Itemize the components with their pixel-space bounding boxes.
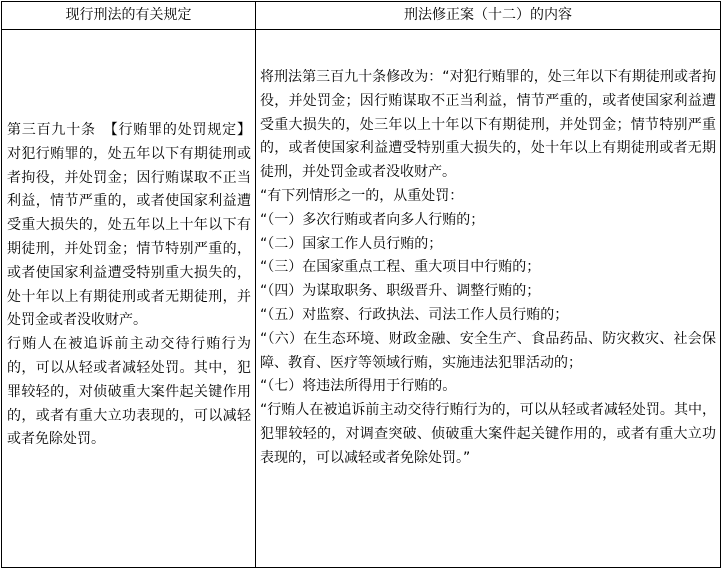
amendment-item: “（三）在国家重点工程、重大项目中行贿的；: [260, 259, 541, 276]
amendment-paragraph: “有下列情形之一的，从重处罚：: [260, 187, 464, 204]
amendment-item: “（七）将违法所得用于行贿的。: [260, 378, 457, 395]
amendment-item: “（五）对监察、行政执法、司法工作人员行贿的；: [260, 306, 569, 323]
header-current-law: 现行刑法的有关规定: [65, 7, 192, 23]
amendment-item: “（六）在生态环境、财政金融、安全生产、食品药品、防灾救灾、社会保障、教育、医疗等领域行贿，实施违法犯罪活动的；: [260, 330, 716, 371]
amendment-paragraph: 将刑法第三百九十条修改为：“对犯行贿罪的，处三年以下有期徒刑或者拘役，并处罚金；因行贿谋取不正当利益，情节严重的，或者使国家利益遭受重大损失的，处三年以上十年以下有期徒刑，并处罚金；情节特别严重的，或者使国家利益遭受特别重大损失的，处十年以上有期徒刑或者无期徒刑，并处罚金或者没收财产。: [260, 69, 716, 181]
current-law-cell: [7, 119, 251, 452]
column-divider: [255, 2, 256, 567]
current-law-paragraph: 第三百九十条 【行贿罪的处罚规定】对犯行贿罪的，处五年以下有期徒刑或者拘役，并处罚金；因行贿谋取不正当利益，情节严重的，或者使国家利益遭受重大损失的，处五年以上十年以下有期徒刑，并处罚金；情节特别严重的，或者使国家利益遭受特别重大损失的，处十年以上有期徒刑或者无期徒刑，并处罚金或者没收财产。: [7, 122, 251, 329]
header-divider: [2, 29, 720, 30]
current-law-paragraph: 行贿人在被追诉前主动交待行贿行为的，可以从轻或者减轻处罚。其中，犯罪较轻的，对侦破重大案件起关键作用的，或者有重大立功表现的，可以减轻或者免除处罚。: [7, 336, 251, 448]
header-amendment: 刑法修正案（十二）的内容: [404, 7, 572, 23]
amendment-item: “（四）为谋取职务、职级晋升、调整行贿的；: [260, 283, 541, 300]
amendment-item: “（一）多次行贿或者向多人行贿的；: [260, 211, 485, 228]
amendment-paragraph: “行贿人在被追诉前主动交待行贿行为的，可以从轻或者减轻处罚。其中，犯罪较轻的，对调查突破、侦破重大案件起关键作用的，或者有重大立功表现的，可以减轻或者免除处罚。”: [260, 402, 716, 466]
amendment-cell: [260, 66, 716, 471]
amendment-item: “（二）国家工作人员行贿的；: [260, 235, 443, 252]
comparison-table: [1, 1, 721, 568]
